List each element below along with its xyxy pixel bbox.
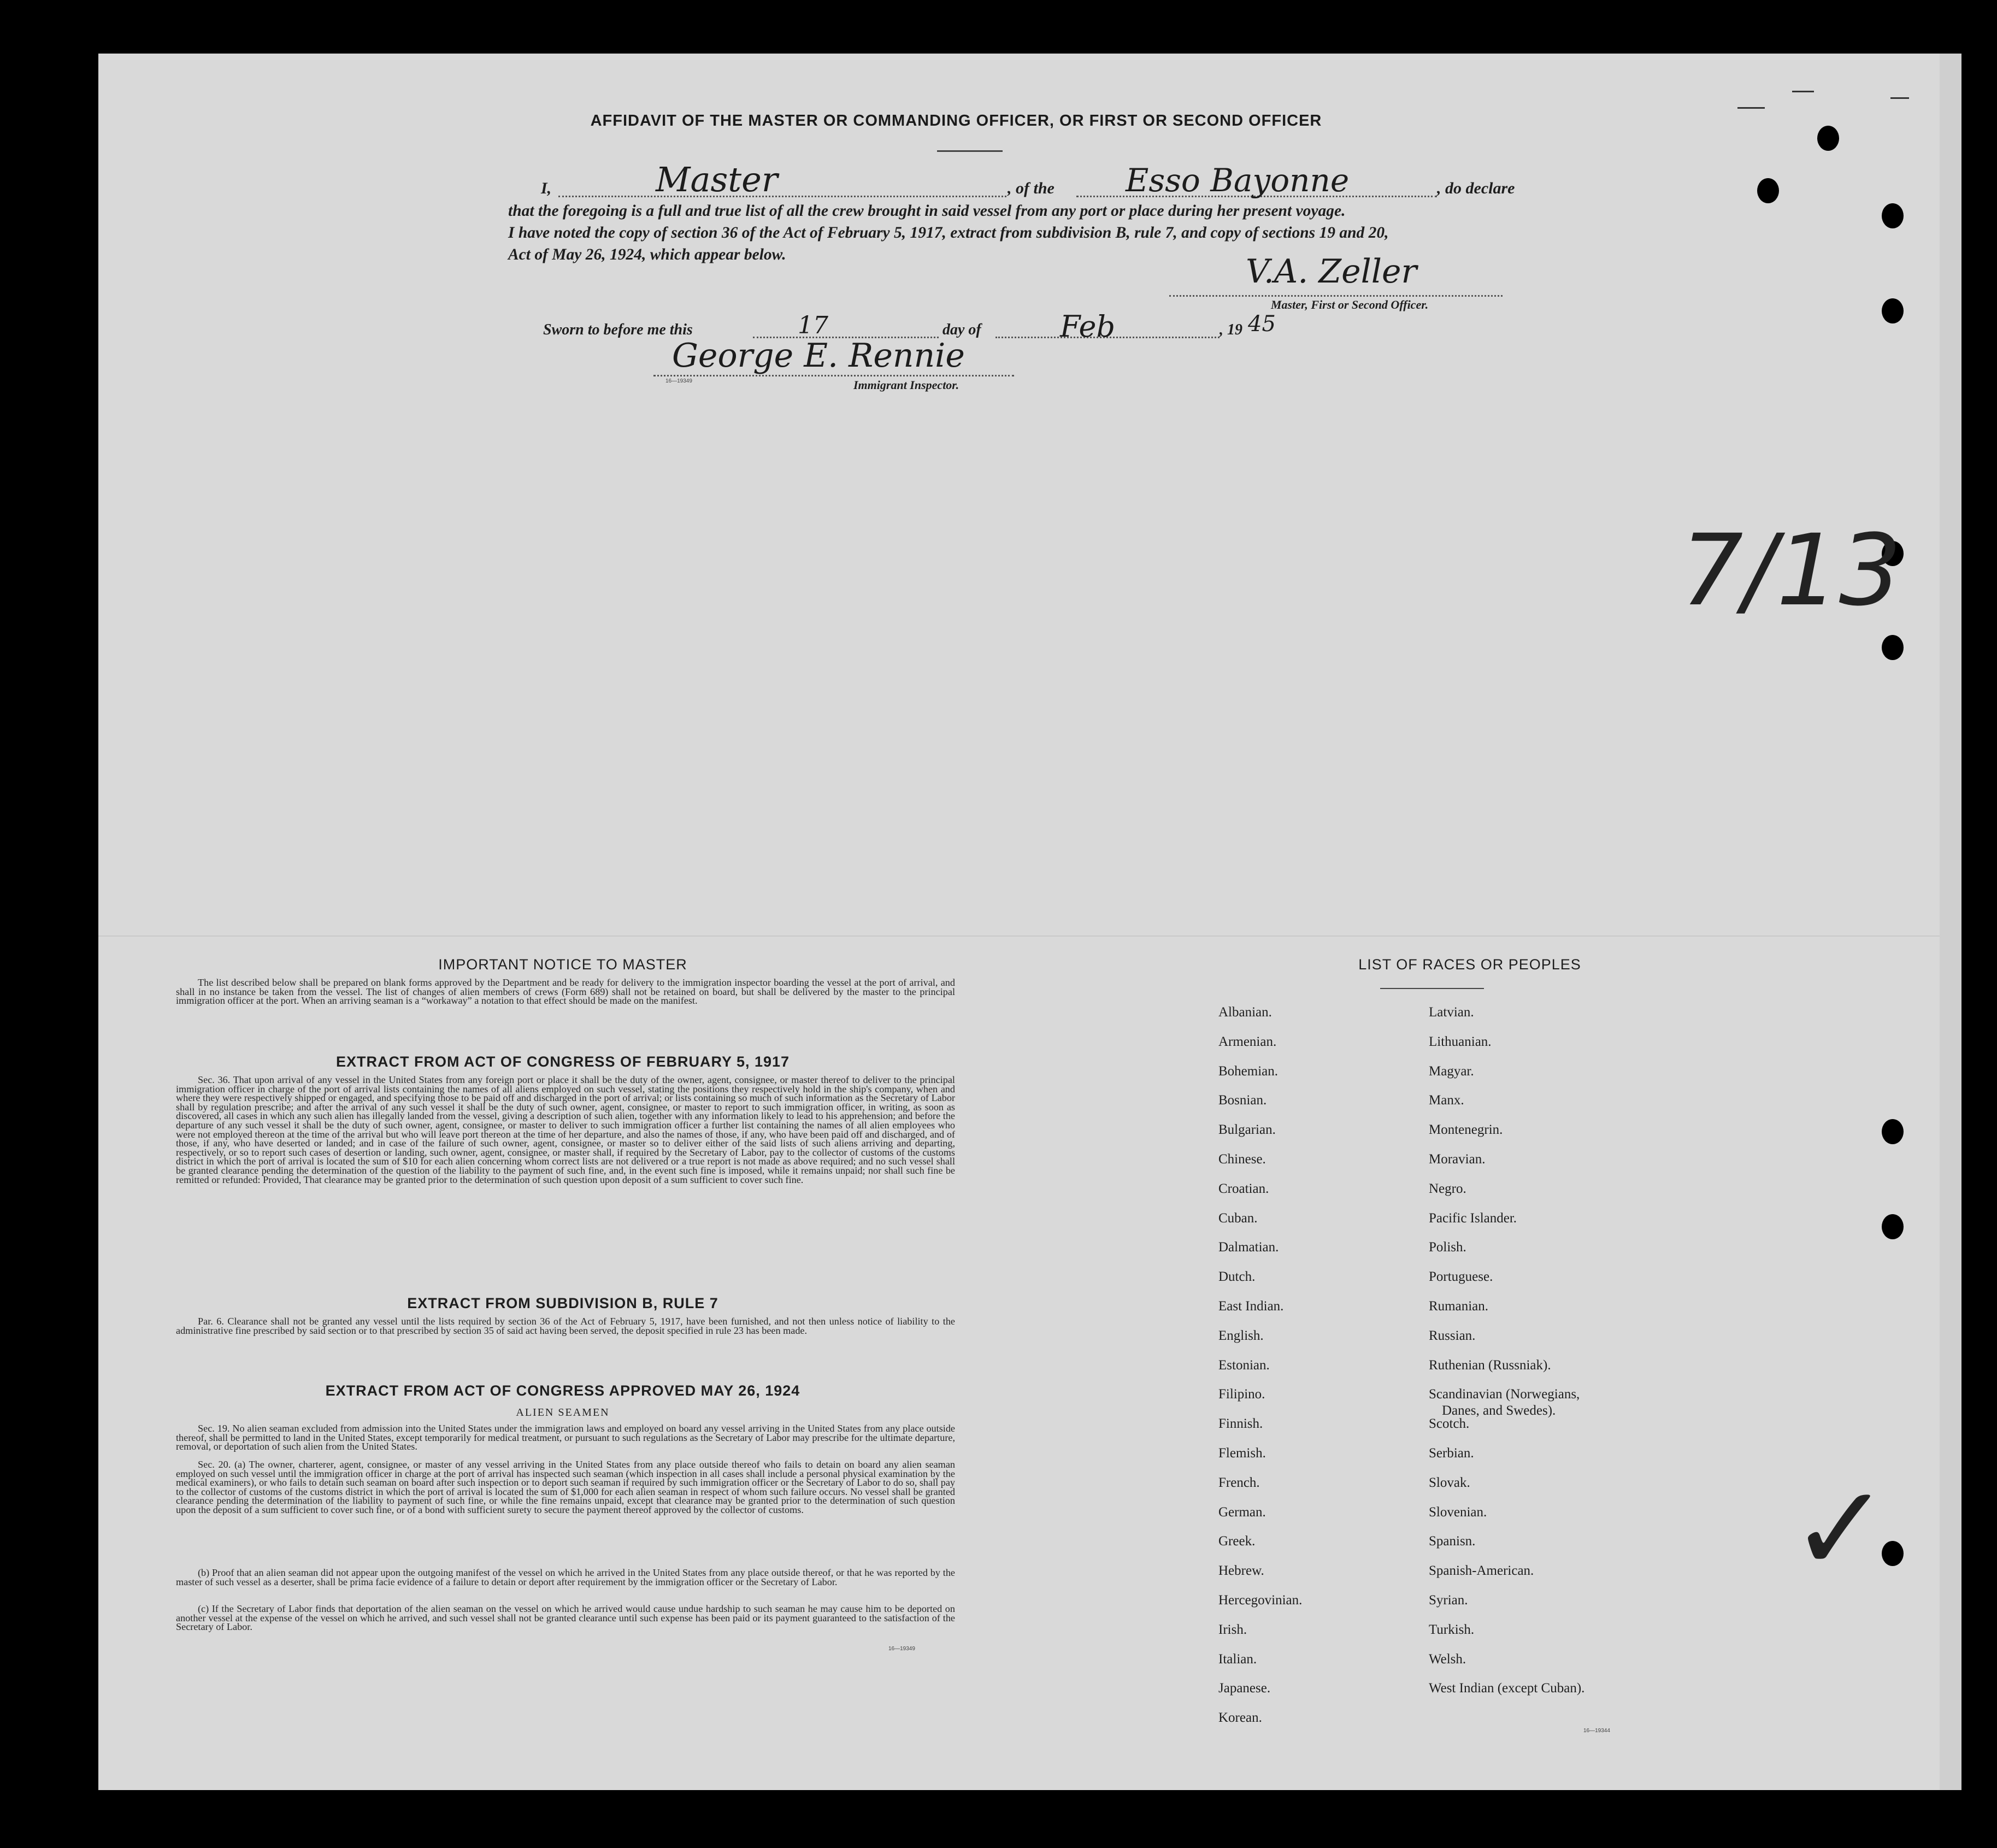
race-item: Slovenian. bbox=[1429, 1505, 1487, 1520]
inspector-label: Immigrant Inspector. bbox=[853, 378, 959, 392]
race-item: Estonian. bbox=[1218, 1358, 1270, 1373]
race-item: Magyar. bbox=[1429, 1064, 1474, 1079]
race-item: Spanish-American. bbox=[1429, 1563, 1534, 1578]
extract-1924-subtitle: ALIEN SEAMEN bbox=[516, 1406, 610, 1419]
inspector-signature-line bbox=[653, 375, 1014, 376]
affidavit-line4: Act of May 26, 1924, which appear below. bbox=[508, 246, 786, 263]
sworn-day-label: day of bbox=[942, 321, 981, 338]
race-item: Manx. bbox=[1429, 1093, 1464, 1108]
check-mark: ✓ bbox=[1790, 1459, 1891, 1599]
race-item: Scandinavian (Norwegians, bbox=[1429, 1387, 1580, 1402]
race-item: Spanisn. bbox=[1429, 1534, 1476, 1549]
race-item: West Indian (except Cuban). bbox=[1429, 1681, 1585, 1696]
master-handwriting: Master bbox=[656, 160, 778, 199]
race-item: Latvian. bbox=[1429, 1005, 1474, 1020]
race-item: Armenian. bbox=[1218, 1034, 1277, 1049]
extract-1917-title: EXTRACT FROM ACT OF CONGRESS OF FEBRUARY 5, 1917 bbox=[335, 1054, 790, 1070]
race-item: Japanese. bbox=[1218, 1681, 1271, 1696]
race-item: Bohemian. bbox=[1218, 1064, 1279, 1079]
extract-1924-sec20b: (b) Proof that an alien seaman did not appear upon the outgoing manifest of the vessel on which he arrived in the United States from any place outside thereof, or that he was reported by the master of such vessel as a deserter, shall be prima facie evidence of a failure to detain or deport after requirement by the immigration officer or the Secretary of Labor. bbox=[176, 1567, 955, 1587]
race-item: Bulgarian. bbox=[1218, 1122, 1276, 1137]
race-item: Finnish. bbox=[1218, 1416, 1263, 1431]
notice-text: The list described below shall be prepared on blank forms approved by the Department and be ready for delivery to the immigration inspector boarding the vessel at the port of arrival, and shall in no instance be taken from the vessel. The list of changes of alien members of crews (Form 689) shall not be retained on board, but shall be delivered by the master to the principal immigration officer at the port. When an arriving seaman is a “workaway” a notation to that effect should be made on the manifest. bbox=[176, 977, 955, 1007]
race-item: Hebrew. bbox=[1218, 1563, 1264, 1578]
officer-signature: V.A. Zeller bbox=[1246, 252, 1417, 291]
race-item: Polish. bbox=[1429, 1240, 1466, 1255]
punch-hole bbox=[1882, 1214, 1904, 1239]
race-item: Korean. bbox=[1218, 1710, 1262, 1725]
race-item: Russian. bbox=[1429, 1328, 1476, 1343]
race-item: Hercegovinian. bbox=[1218, 1593, 1303, 1608]
punch-hole bbox=[1757, 178, 1779, 203]
race-item: Moravian. bbox=[1429, 1152, 1486, 1167]
sworn-year-handwriting: 45 bbox=[1248, 311, 1276, 337]
race-item: Dutch. bbox=[1218, 1269, 1256, 1284]
page-edge bbox=[1940, 54, 1961, 1790]
race-item: Chinese. bbox=[1218, 1152, 1266, 1167]
race-item: Negro. bbox=[1429, 1181, 1466, 1196]
affidavit-line3: I have noted the copy of section 36 of the Act of February 5, 1917, extract from subdivision B, rule 7, and copy of sections 19 and 20, bbox=[508, 224, 1389, 242]
affidavit-title-rule bbox=[937, 150, 1003, 152]
race-item: Irish. bbox=[1218, 1622, 1247, 1637]
master-field-line bbox=[558, 196, 1006, 197]
race-item: Croatian. bbox=[1218, 1181, 1269, 1196]
race-item: Albanian. bbox=[1218, 1005, 1272, 1020]
race-item: Syrian. bbox=[1429, 1593, 1468, 1608]
notice-title: IMPORTANT NOTICE TO MASTER bbox=[438, 956, 687, 973]
races-title-rule bbox=[1380, 988, 1484, 989]
scan-mark bbox=[1792, 91, 1814, 92]
races-form-number: 16—19344 bbox=[1583, 1728, 1610, 1734]
affidavit-title: AFFIDAVIT OF THE MASTER OR COMMANDING OFFICER, OR FIRST OR SECOND OFFICER bbox=[590, 112, 1322, 130]
punch-hole bbox=[1817, 126, 1839, 151]
race-item: Slovak. bbox=[1429, 1475, 1470, 1490]
race-item: Greek. bbox=[1218, 1534, 1256, 1549]
sworn-day-handwriting: 17 bbox=[798, 311, 828, 339]
race-item: Scotch. bbox=[1429, 1416, 1470, 1431]
punch-hole bbox=[1882, 1119, 1904, 1144]
race-item: Turkish. bbox=[1429, 1622, 1475, 1637]
extract-rule7-title: EXTRACT FROM SUBDIVISION B, RULE 7 bbox=[407, 1295, 718, 1311]
race-item: East Indian. bbox=[1218, 1299, 1284, 1314]
extract-1917-text: Sec. 36. That upon arrival of any vessel in the United States from any foreign port or place it shall be the duty of the owner, agent, consignee, or master thereof to deliver to the principal immigration officer in charge of the port of arrival lists containing the names of all aliens employed on such vessel, stating the positions they respectively hold in the ship's company, when and where they were respectively shipped or engaged, and specifying those to be paid off and discharged in the port of arrival; or lists containing so much of such information as the Secretary of Labor shall by regulation prescribe; and after the arrival of any such vessel it shall be the duty of such owner, agent, consignee, or master to report to such immigration officer, in writing, as soon as discovered, all cases in which any such alien has illegally landed from the vessel, giving a description of such alien, together with any information likely to lead to his apprehension; and before the departure of any such vessel it shall be the duty of such owner, agent, consignee, or master to deliver to such immigration officer a further list containing the names of all alien employees who were not employed thereon at the time of the arrival but who will leave port thereon at the time of her departure, and also the names of those, if any, who have been paid off and discharged, and of those, if any, who have deserted or landed; and in case of the failure of such owner, agent, consignee, or master so to deliver either of the said lists of such aliens arriving and departing, respectively, or so to report such cases of desertion or landing, such owner, agent, consignee, or master shall, if required by the Secretary of Labor, pay to the collector of customs of the customs district in which the port of arrival is located the sum of $10 for each alien concerning whom correct lists are not delivered or a true report is not made as above required; and no such vessel shall be granted clearance pending the determination of the question of the liability to the payment of such fine, and, in the event such fine is imposed, while it remains unpaid; nor shall such fine be remitted or refunded: Provided, That clearance may be granted prior to the determination of such question upon deposit of a sum sufficient to cover such fine. bbox=[176, 1074, 955, 1185]
race-item: Bosnian. bbox=[1218, 1093, 1267, 1108]
scan-mark bbox=[1737, 107, 1765, 109]
extract-1924-sec20a: Sec. 20. (a) The owner, charterer, agent, consignee, or master of any vessel arriving in the United States from any place outside thereof who fails to detain on board any alien seaman employed on such vessel until the immigration officer in charge at the port of arrival has inspected such seaman (which inspection in all cases shall include a personal physical examination by the medical examiners), or who fails to detain such seaman on board after such inspection or to deport such seaman if required by such immigration officer or the Secretary of Labor to do so, shall pay to the collector of customs of the customs district in which the port of arrival is located the sum of $1,000 for each alien seaman in respect of whom such failure occurs. No vessel shall be granted clearance pending the determination of the liability to payment of such fine, or while the fine remains unpaid, except that clearance may be granted prior to the determination of such question upon the deposit of a sum sufficient to cover such fine, or of a bond with sufficient surety to secure the payment thereof approved by the collector of customs. bbox=[176, 1459, 955, 1515]
race-item: Dalmatian. bbox=[1218, 1240, 1279, 1255]
race-item: Flemish. bbox=[1218, 1446, 1266, 1461]
race-item: Cuban. bbox=[1218, 1211, 1258, 1226]
race-item: German. bbox=[1218, 1505, 1266, 1520]
officer-label: Master, First or Second Officer. bbox=[1271, 298, 1429, 311]
punch-hole bbox=[1882, 203, 1904, 228]
affidavit-form-number: 16—19349 bbox=[665, 378, 692, 384]
affidavit-line1-mid: , of the bbox=[1008, 179, 1055, 197]
sworn-year-prefix: , 19 bbox=[1220, 321, 1242, 338]
document-page bbox=[98, 54, 1961, 1790]
race-item: Portuguese. bbox=[1429, 1269, 1493, 1284]
extract-rule7-text: Par. 6. Clearance shall not be granted any vessel until the lists required by section 36 of the Act of February 5, 1917, have been furnished, and not then unless notice of liability to the administrative fine prescribed by said section or to that prescribed by section 35 of said act having been served, the deposit specified in rule 23 has been made. bbox=[176, 1316, 955, 1336]
vessel-handwriting: Esso Bayonne bbox=[1126, 162, 1350, 199]
page-count-handwriting: 7/13 bbox=[1681, 514, 1902, 628]
race-item: Montenegrin. bbox=[1429, 1122, 1503, 1137]
extract-1924-sec19: Sec. 19. No alien seaman excluded from admission into the United States under the immigration laws and employed on board any vessel arriving in the United States from any place outside thereof, shall be permitted to land in the United States, except temporarily for medical treatment, or pursuant to such regulations as the Secretary of Labor may prescribe for the ultimate departure, removal, or deportation of such alien from the United States. bbox=[176, 1423, 955, 1452]
punch-hole bbox=[1882, 635, 1904, 660]
sworn-prefix: Sworn to before me this bbox=[543, 321, 693, 338]
race-item: Filipino. bbox=[1218, 1387, 1265, 1402]
race-item: French. bbox=[1218, 1475, 1260, 1490]
inspector-signature: George E. Rennie bbox=[672, 337, 965, 375]
page-fold bbox=[98, 935, 1961, 937]
race-item: Italian. bbox=[1218, 1652, 1257, 1667]
sworn-month-handwriting: Feb bbox=[1060, 309, 1116, 344]
race-item: Pacific Islander. bbox=[1429, 1211, 1517, 1226]
extract-1924-title: EXTRACT FROM ACT OF CONGRESS APPROVED MAY 26, 1924 bbox=[325, 1382, 800, 1399]
punch-hole bbox=[1882, 298, 1904, 323]
affidavit-line1-suffix: , do declare bbox=[1437, 179, 1515, 197]
officer-signature-line bbox=[1169, 295, 1503, 297]
race-item: Welsh. bbox=[1429, 1652, 1466, 1667]
race-item: Serbian. bbox=[1429, 1446, 1474, 1461]
extract-1924-sec20c: (c) If the Secretary of Labor finds that deportation of the alien seaman on the vessel on which he arrived would cause undue hardship to such seaman he may cause him to be deported on another vessel at the expense of the vessel on which he arrived, and such vessel shall not be granted clearance until such expense has been paid or its payment guaranteed to the satisfaction of the Secretary of Labor. bbox=[176, 1603, 955, 1633]
race-item: Lithuanian. bbox=[1429, 1034, 1492, 1049]
scan-mark bbox=[1890, 97, 1909, 99]
affidavit-line1-prefix: I, bbox=[541, 179, 552, 197]
extract-form-number: 16—19349 bbox=[888, 1646, 915, 1652]
race-item: Ruthenian (Russniak). bbox=[1429, 1358, 1551, 1373]
races-title: LIST OF RACES OR PEOPLES bbox=[1358, 956, 1581, 973]
race-item: English. bbox=[1218, 1328, 1264, 1343]
race-item: Rumanian. bbox=[1429, 1299, 1489, 1314]
race-item: Danes, and Swedes). bbox=[1442, 1403, 1556, 1418]
affidavit-line2: that the foregoing is a full and true list of all the crew brought in said vessel from any port or place during her present voyage. bbox=[508, 202, 1346, 220]
